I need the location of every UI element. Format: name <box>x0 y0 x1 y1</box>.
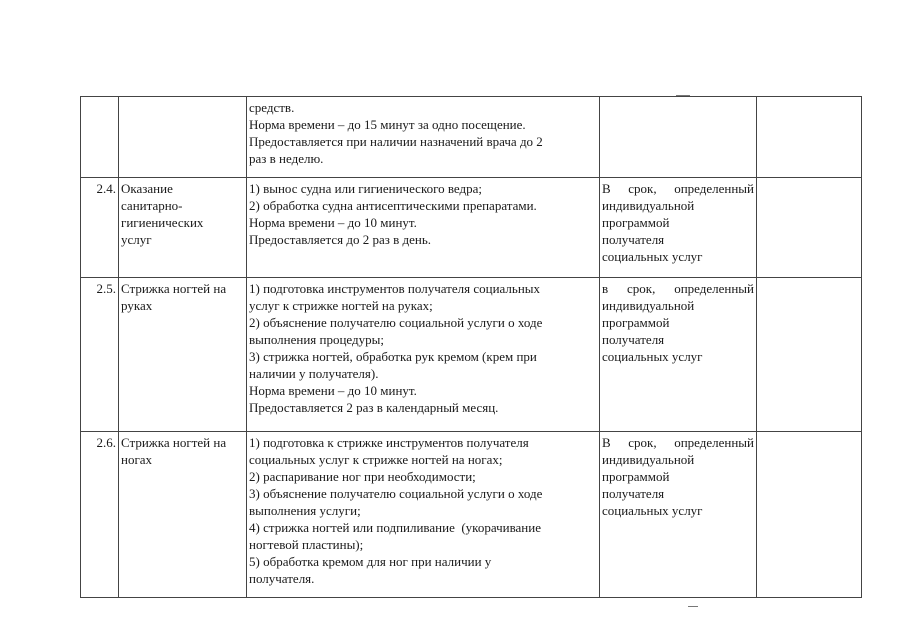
scan-speck <box>676 95 690 96</box>
description-line: Норма времени – до 10 минут. <box>249 383 417 398</box>
row-number-cell: 2.5. <box>81 278 119 432</box>
description-line: услуг к стрижке ногтей на руках; <box>249 298 433 313</box>
service-name-line: ногах <box>121 452 153 467</box>
empty-cell <box>757 178 862 278</box>
description-line: Норма времени – до 15 минут за одно посещение. <box>249 117 526 132</box>
description-line: 3) стрижка ногтей, обработка рук кремом (крем при <box>249 349 537 364</box>
service-name-line: услуг <box>121 232 152 247</box>
description-line: раз в неделю. <box>249 151 324 166</box>
description-line: 2) распаривание ног при необходимости; <box>249 469 476 484</box>
description-line: 2) объяснение получателю социальной услуги о ходе <box>249 315 543 330</box>
service-description-cell <box>247 97 600 178</box>
term-line: индивидуальной <box>602 298 695 313</box>
row-number-cell <box>81 97 119 178</box>
description-line: наличии у получателя). <box>249 366 379 381</box>
description-line: Предоставляется 2 раз в календарный месяц. <box>249 400 499 415</box>
description-line: 1) подготовка к стрижке инструментов получателя <box>249 435 529 450</box>
description-line: получателя. <box>249 571 315 586</box>
service-name-cell <box>119 97 247 178</box>
scan-speck <box>688 606 698 607</box>
empty-cell <box>757 97 862 178</box>
description-line: социальных услуг к стрижке ногтей на ногах; <box>249 452 503 467</box>
service-name-cell <box>119 432 247 598</box>
service-name-line: Стрижка ногтей на <box>121 435 227 450</box>
description-line: ногтевой пластины); <box>249 537 364 552</box>
description-line: Предоставляется до 2 раз в день. <box>249 232 432 247</box>
table-row <box>81 278 862 432</box>
term-line: индивидуальной <box>602 198 695 213</box>
description-line: 5) обработка кремом для ног при наличии у <box>249 554 492 569</box>
service-term-cell <box>600 97 757 178</box>
service-name-line: руках <box>121 298 153 313</box>
description-line: 2) обработка судна антисептическими препаратами. <box>249 198 537 213</box>
term-line: социальных услуг <box>602 503 703 518</box>
description-line: выполнения процедуры; <box>249 332 384 347</box>
service-name-cell <box>119 178 247 278</box>
term-line: получателя <box>602 232 665 247</box>
term-line: В срок, определенный <box>602 435 754 450</box>
term-line: программой <box>602 469 670 484</box>
service-name-line: санитарно- <box>121 198 183 213</box>
table-row <box>81 97 862 178</box>
term-line: В срок, определенный <box>602 181 754 196</box>
table-row <box>81 432 862 598</box>
term-line: социальных услуг <box>602 249 703 264</box>
description-line: средств. <box>249 100 295 115</box>
row-number-cell: 2.4. <box>81 178 119 278</box>
service-description-cell <box>247 178 600 278</box>
term-line: получателя <box>602 486 665 501</box>
table-row <box>81 178 862 278</box>
description-line: 1) подготовка инструментов получателя социальных <box>249 281 541 296</box>
service-name-cell <box>119 278 247 432</box>
description-line: выполнения услуги; <box>249 503 361 518</box>
service-term-cell <box>600 432 757 598</box>
service-name-line: Стрижка ногтей на <box>121 281 227 296</box>
term-line: программой <box>602 315 670 330</box>
term-line: в срок, определенный <box>602 281 754 296</box>
description-line: 4) стрижка ногтей или подпиливание (укорачивание <box>249 520 541 535</box>
service-term-cell <box>600 178 757 278</box>
term-line: получателя <box>602 332 665 347</box>
term-line: социальных услуг <box>602 349 703 364</box>
description-line: Норма времени – до 10 минут. <box>249 215 417 230</box>
service-name-line: гигиенических <box>121 215 204 230</box>
description-line: Предоставляется при наличии назначений врача до 2 <box>249 134 543 149</box>
row-number-cell: 2.6. <box>81 432 119 598</box>
service-name-line: Оказание <box>121 181 173 196</box>
description-line: 3) объяснение получателю социальной услуги о ходе <box>249 486 543 501</box>
service-description-cell <box>247 278 600 432</box>
social-services-table <box>80 96 862 598</box>
service-term-cell <box>600 278 757 432</box>
term-line: программой <box>602 215 670 230</box>
description-line: 1) вынос судна или гигиенического ведра; <box>249 181 483 196</box>
empty-cell <box>757 432 862 598</box>
empty-cell <box>757 278 862 432</box>
term-line: индивидуальной <box>602 452 695 467</box>
service-description-cell <box>247 432 600 598</box>
